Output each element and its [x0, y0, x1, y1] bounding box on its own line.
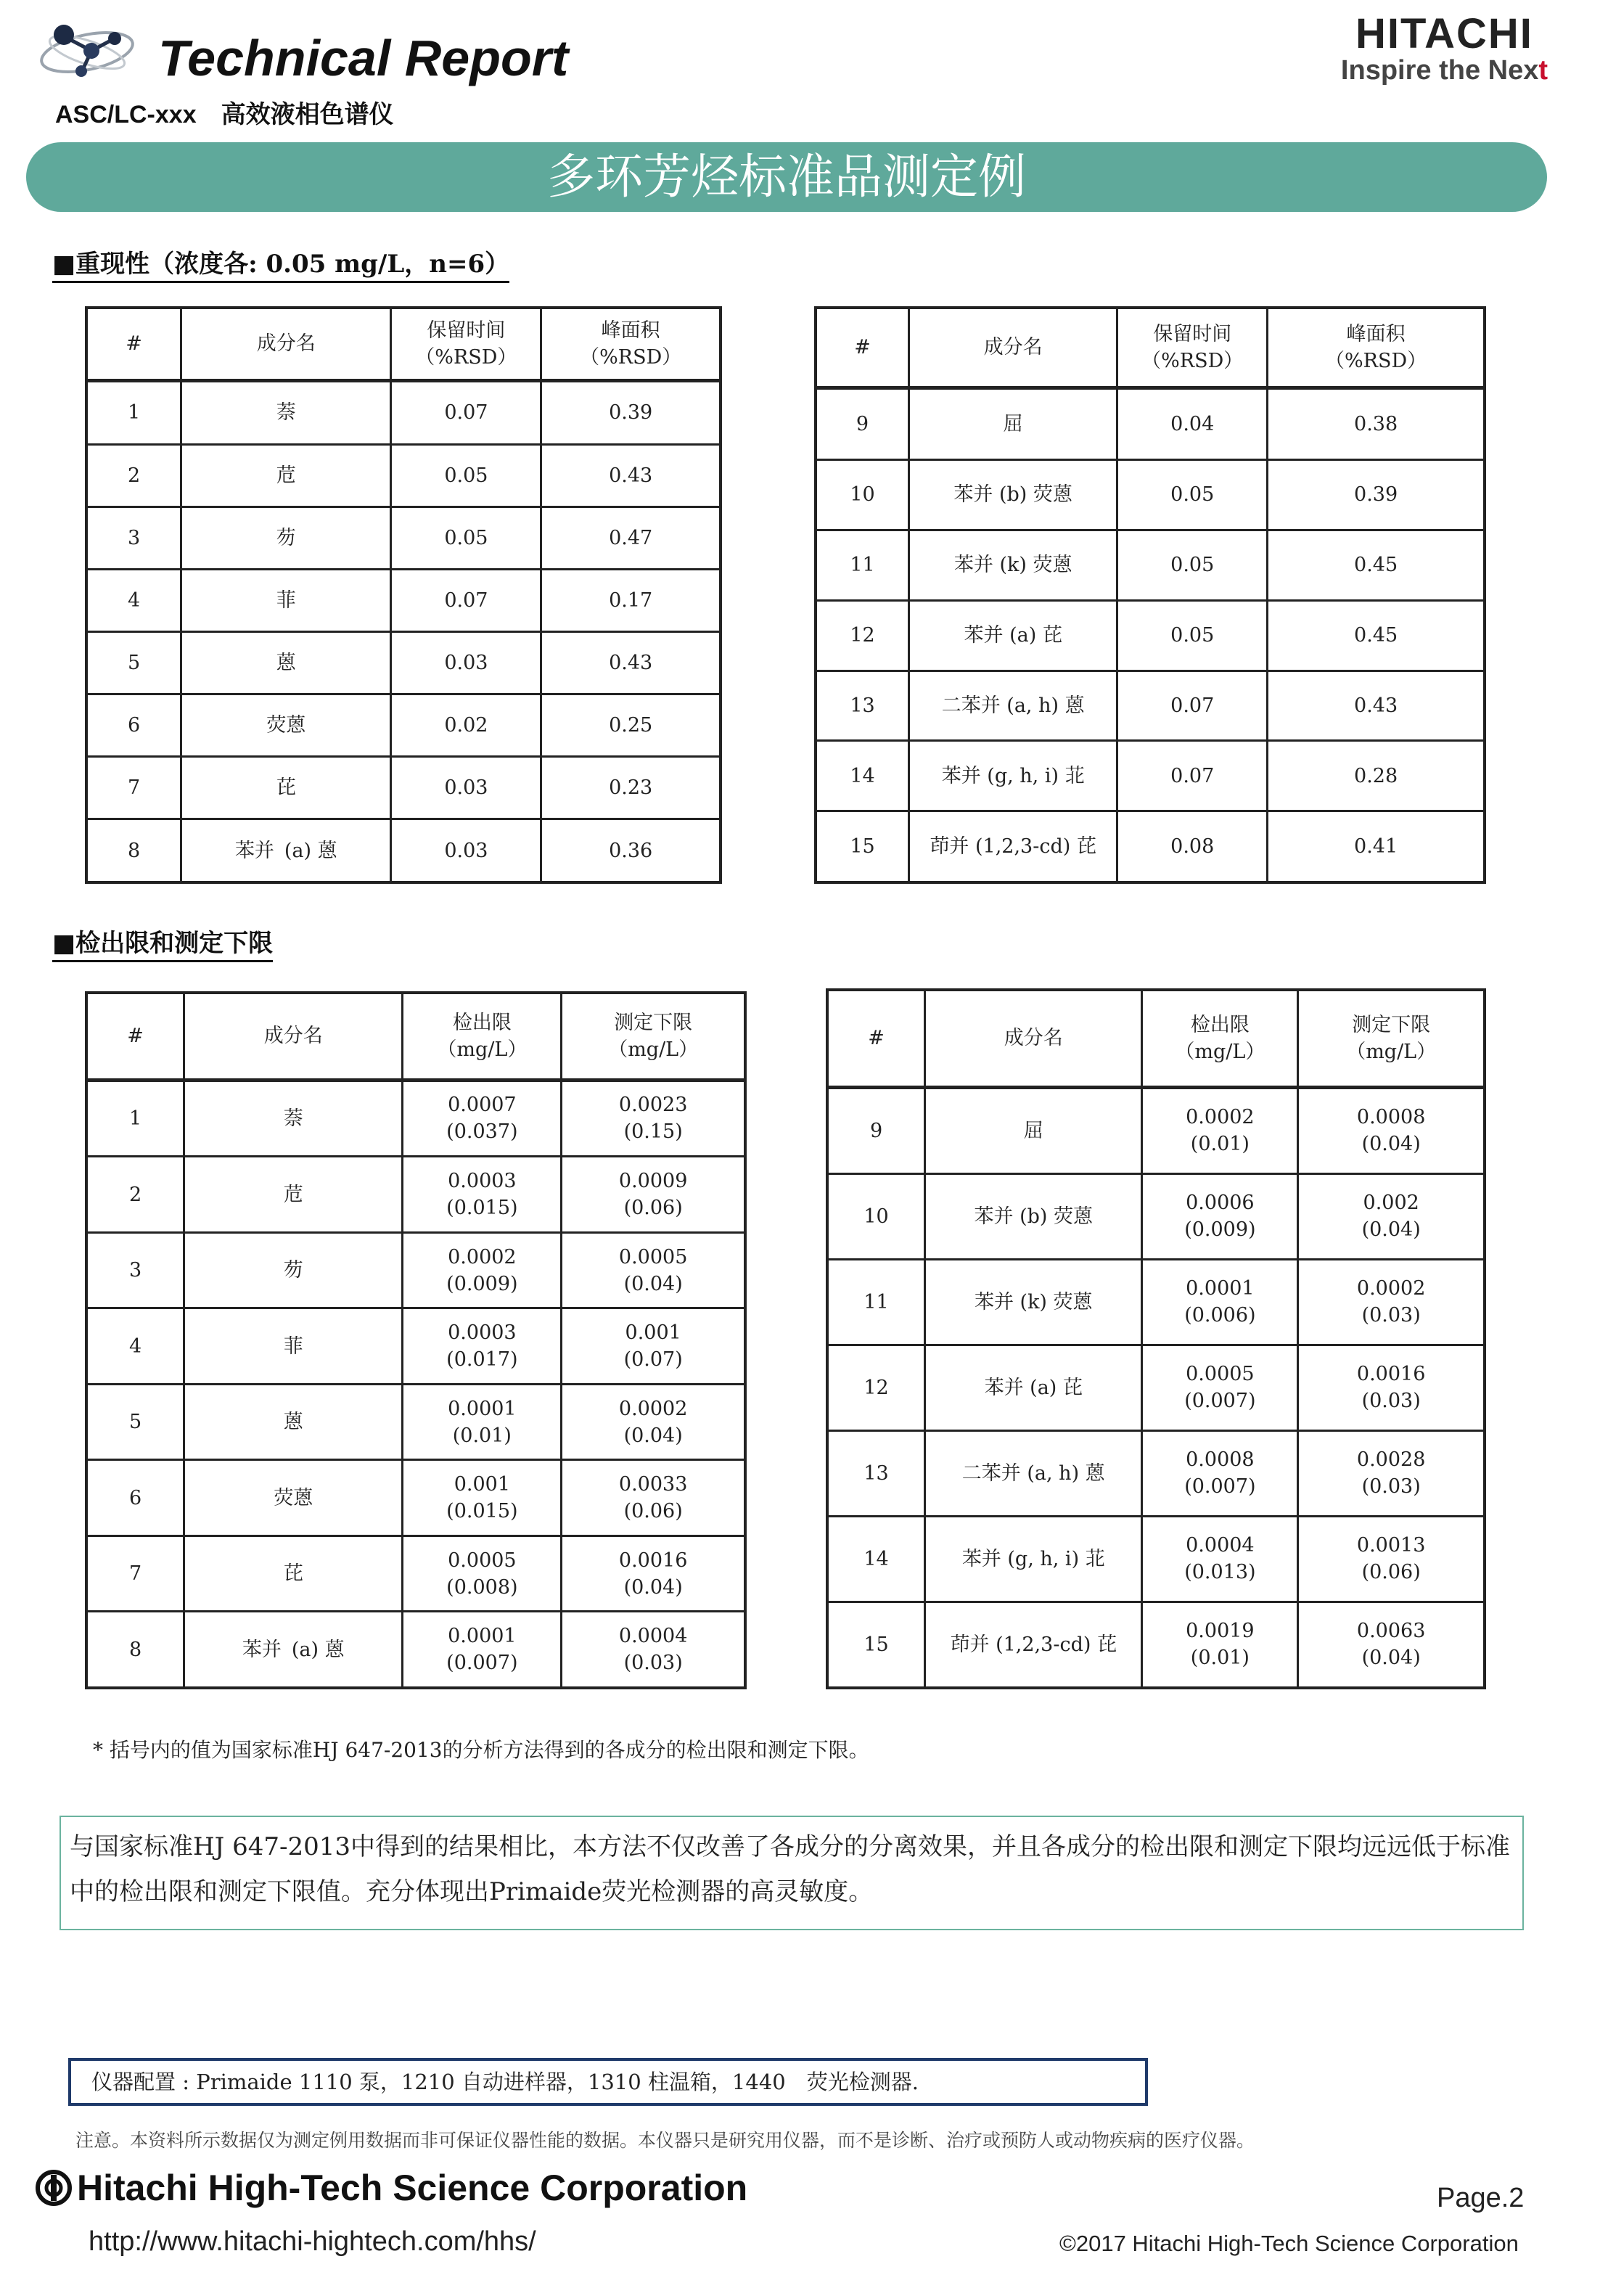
table-cell: 菲 [181, 569, 391, 631]
hitachi-tagline [1341, 55, 1548, 86]
table-cell: 0.0003 (0.017) [403, 1308, 562, 1384]
table-cell: 13 [827, 1430, 925, 1516]
table-cell: 萘 [181, 380, 391, 444]
table-row [86, 444, 721, 507]
lod-table-left [85, 991, 747, 1689]
table-row [86, 1308, 745, 1384]
table-cell: 荧蒽 [184, 1460, 403, 1536]
table-cell: 0.23 [541, 757, 721, 819]
company-name [35, 2167, 747, 2209]
table-row [827, 1173, 1485, 1259]
table-cell: 15 [827, 1602, 925, 1688]
table-cell: 8 [86, 1612, 184, 1688]
disclaimer: 注意。本资料所示数据仅为测定例用数据而非可保证仪器性能的数据。本仪器只是研究用仪器，而不是诊断、治疗或预防人或动物疾病的医疗仪器。 [75, 2130, 1255, 2151]
table-cell: 0.25 [541, 694, 721, 757]
table-cell: 蒽 [184, 1384, 403, 1459]
table-cell: 1 [86, 1080, 184, 1157]
table-cell: 0.36 [541, 819, 721, 882]
table-row [816, 600, 1485, 671]
table-row [827, 1087, 1485, 1173]
table-cell: 2 [86, 1157, 184, 1232]
table-cell: 0.03 [391, 819, 541, 882]
table-row [827, 1345, 1485, 1430]
table-cell: 5 [86, 632, 181, 694]
table-row [827, 1430, 1485, 1516]
footnote: * 括号内的值为国家标准HJ 647-2013的分析方法得到的各成分的检出限和测定下限。 [93, 1738, 869, 1762]
table-cell: 苊 [184, 1157, 403, 1232]
table-row [86, 757, 721, 819]
table-cell: 7 [86, 1536, 184, 1611]
table-cell: 0.02 [391, 694, 541, 757]
column-header: 成分名 [909, 308, 1117, 388]
table-cell: 0.002 (0.04) [1298, 1173, 1485, 1259]
table-cell: 0.45 [1268, 600, 1485, 671]
table-cell: 0.07 [391, 380, 541, 444]
table-cell: 0.03 [391, 757, 541, 819]
table-cell: 苯并 (a) 蒽 [184, 1612, 403, 1688]
table-cell: 蒽 [181, 632, 391, 694]
table-header-row [827, 990, 1485, 1087]
table-row [86, 1460, 745, 1536]
table-cell: 芴 [184, 1232, 403, 1308]
table-cell: 0.0008 (0.04) [1298, 1087, 1485, 1173]
column-header: 成分名 [925, 990, 1142, 1087]
column-header: 测定下限 （mg/L） [562, 993, 745, 1080]
table-cell: 9 [816, 388, 909, 459]
website-link[interactable]: http://www.hitachi-hightech.com/hhs/ [89, 2226, 536, 2257]
table-cell: 菲 [184, 1308, 403, 1384]
table-cell: 0.0023 (0.15) [562, 1080, 745, 1157]
table-cell: 10 [827, 1173, 925, 1259]
tagline-main: Inspire the Nex [1340, 55, 1539, 86]
table-cell: 0.0001 (0.01) [403, 1384, 562, 1459]
table-cell: 0.0002 (0.009) [403, 1232, 562, 1308]
table-row [86, 1157, 745, 1232]
table-header-row [86, 308, 721, 380]
column-header: # [827, 990, 925, 1087]
page-title-banner: 多环芳烃标准品测定例 [26, 142, 1547, 212]
table-cell: 0.0002 (0.03) [1298, 1259, 1485, 1345]
table-cell: 11 [816, 530, 909, 600]
table-cell: 10 [816, 459, 909, 530]
table-cell: 0.43 [1268, 671, 1485, 741]
table-cell: 0.39 [541, 380, 721, 444]
table-cell: 苯并 (k) 荧蒽 [909, 530, 1117, 600]
table-cell: 12 [827, 1345, 925, 1430]
table-cell: 0.0002 (0.01) [1142, 1087, 1298, 1173]
table-cell: 15 [816, 811, 909, 882]
table-cell: 茚并 (1,2,3-cd) 芘 [909, 811, 1117, 882]
table-row [86, 1536, 745, 1611]
table-cell: 0.0033 (0.06) [562, 1460, 745, 1536]
table-cell: 0.001 (0.015) [403, 1460, 562, 1536]
table-cell: 0.28 [1268, 741, 1485, 811]
column-header: 峰面积 （%RSD） [541, 308, 721, 380]
molecule-logo-icon [35, 15, 136, 83]
table-cell: 6 [86, 1460, 184, 1536]
column-header: 保留时间 （%RSD） [1117, 308, 1268, 388]
table-cell: 0.17 [541, 569, 721, 631]
table-cell: 5 [86, 1384, 184, 1459]
table-cell: 苯并 (g, h, i) 苝 [925, 1516, 1142, 1602]
column-header: # [86, 308, 181, 380]
company-label: Hitachi High-Tech Science Corporation [77, 2168, 748, 2208]
table-cell: 0.0028 (0.03) [1298, 1430, 1485, 1516]
copyright: ©2017 Hitachi High-Tech Science Corporation [1059, 2231, 1519, 2256]
table-cell: 0.0003 (0.015) [403, 1157, 562, 1232]
table-cell: 苯并 (a) 芘 [925, 1345, 1142, 1430]
table-row [816, 811, 1485, 882]
table-cell: 0.0005 (0.04) [562, 1232, 745, 1308]
table-cell: 7 [86, 757, 181, 819]
table-cell: 0.08 [1117, 811, 1268, 882]
table-row [827, 1516, 1485, 1602]
table-cell: 0.0009 (0.06) [562, 1157, 745, 1232]
column-header: 保留时间 （%RSD） [391, 308, 541, 380]
table-cell: 0.05 [391, 507, 541, 569]
table-cell: 12 [816, 600, 909, 671]
tagline-accent: t [1538, 55, 1548, 86]
table-cell: 0.04 [1117, 388, 1268, 459]
table-cell: 6 [86, 694, 181, 757]
table-cell: 0.38 [1268, 388, 1485, 459]
table-cell: 4 [86, 1308, 184, 1384]
table-cell: 14 [827, 1516, 925, 1602]
column-header: 成分名 [181, 308, 391, 380]
repro-table-left [85, 306, 722, 884]
repro-heading: ■重现性（浓度各: 0.05 mg/L，n=6） [52, 244, 509, 283]
lod-heading: ■检出限和测定下限 [52, 923, 273, 962]
table-cell: 0.0063 (0.04) [1298, 1602, 1485, 1688]
column-header: 成分名 [184, 993, 403, 1080]
table-row [86, 1384, 745, 1459]
instrument-config: 仪器配置 : Primaide 1110 泵，1210 自动进样器，1310 柱温箱，1440 荧光检测器. [68, 2058, 1148, 2106]
page-number: Page.2 [1437, 2183, 1525, 2213]
table-cell: 0.05 [1117, 459, 1268, 530]
table-cell: 荧蒽 [181, 694, 391, 757]
table-cell: 0.0008 (0.007) [1142, 1430, 1298, 1516]
table-cell: 2 [86, 444, 181, 507]
table-cell: 0.0001 (0.006) [1142, 1259, 1298, 1345]
table-cell: 0.05 [391, 444, 541, 507]
table-cell: 0.43 [541, 632, 721, 694]
column-header: 测定下限 （mg/L） [1298, 990, 1485, 1087]
table-cell: 二苯并 (a, h) 蒽 [909, 671, 1117, 741]
table-cell: 0.07 [1117, 741, 1268, 811]
table-header-row [816, 308, 1485, 388]
table-cell: 苯并 (a) 芘 [909, 600, 1117, 671]
table-cell: 0.0004 (0.03) [562, 1612, 745, 1688]
table-cell: 0.0005 (0.007) [1142, 1345, 1298, 1430]
table-cell: 0.07 [1117, 671, 1268, 741]
table-cell: 0.39 [1268, 459, 1485, 530]
table-cell: 0.03 [391, 632, 541, 694]
table-row [827, 1602, 1485, 1688]
lod-table-right [826, 988, 1486, 1689]
repro-table-right [814, 306, 1486, 884]
table-cell: 11 [827, 1259, 925, 1345]
table-cell: 13 [816, 671, 909, 741]
table-row [816, 459, 1485, 530]
table-cell: 茚并 (1,2,3-cd) 芘 [925, 1602, 1142, 1688]
table-cell: 苊 [181, 444, 391, 507]
table-row [86, 632, 721, 694]
table-cell: 芴 [181, 507, 391, 569]
table-row [816, 388, 1485, 459]
table-cell: 8 [86, 819, 181, 882]
hitachi-circle-logo-icon [35, 2169, 73, 2207]
column-header: 检出限 （mg/L） [403, 993, 562, 1080]
hitachi-logo [1340, 10, 1548, 86]
table-row [86, 819, 721, 882]
table-cell: 0.47 [541, 507, 721, 569]
table-cell: 0.05 [1117, 530, 1268, 600]
table-cell: 苯并 (b) 荧蒽 [925, 1173, 1142, 1259]
table-cell: 3 [86, 507, 181, 569]
table-cell: 3 [86, 1232, 184, 1308]
table-cell: 0.43 [541, 444, 721, 507]
table-cell: 0.0007 (0.037) [403, 1080, 562, 1157]
table-row [86, 1080, 745, 1157]
table-cell: 屈 [909, 388, 1117, 459]
table-cell: 苯并 (k) 荧蒽 [925, 1259, 1142, 1345]
table-row [86, 380, 721, 444]
table-cell: 苯并 (g, h, i) 苝 [909, 741, 1117, 811]
table-row [86, 1612, 745, 1688]
table-cell: 0.0001 (0.007) [403, 1612, 562, 1688]
column-header: 峰面积 （%RSD） [1268, 308, 1485, 388]
table-cell: 二苯并 (a, h) 蒽 [925, 1430, 1142, 1516]
table-cell: 0.0004 (0.013) [1142, 1516, 1298, 1602]
table-cell: 苯并 (a) 蒽 [181, 819, 391, 882]
table-cell: 0.0002 (0.04) [562, 1384, 745, 1459]
table-cell: 0.07 [391, 569, 541, 631]
table-header-row [86, 993, 745, 1080]
table-cell: 屈 [925, 1087, 1142, 1173]
table-row [816, 530, 1485, 600]
report-title: Technical Report [158, 30, 569, 86]
table-row [86, 694, 721, 757]
table-cell: 苯并 (b) 荧蒽 [909, 459, 1117, 530]
column-header: # [86, 993, 184, 1080]
table-cell: 14 [816, 741, 909, 811]
hitachi-brand-name: HITACHI [1355, 10, 1533, 57]
table-cell: 0.45 [1268, 530, 1485, 600]
summary-box: 与国家标准HJ 647-2013中得到的结果相比，本方法不仅改善了各成分的分离效果，并且各成分的检出限和测定下限均远远低于标准中的检出限和测定下限值。充分体现出Primaide荧光检测器的高灵敏度。 [60, 1816, 1524, 1930]
table-cell: 0.41 [1268, 811, 1485, 882]
table-row [816, 671, 1485, 741]
table-cell: 0.0006 (0.009) [1142, 1173, 1298, 1259]
table-cell: 萘 [184, 1080, 403, 1157]
table-cell: 0.001 (0.07) [562, 1308, 745, 1384]
column-header: # [816, 308, 909, 388]
table-cell: 0.0019 (0.01) [1142, 1602, 1298, 1688]
table-cell: 0.0013 (0.06) [1298, 1516, 1485, 1602]
table-row [86, 569, 721, 631]
table-cell: 芘 [181, 757, 391, 819]
table-row [816, 741, 1485, 811]
table-cell: 芘 [184, 1536, 403, 1611]
table-cell: 0.0016 (0.03) [1298, 1345, 1485, 1430]
table-cell: 0.05 [1117, 600, 1268, 671]
table-cell: 1 [86, 380, 181, 444]
table-row [86, 507, 721, 569]
table-row [827, 1259, 1485, 1345]
table-row [86, 1232, 745, 1308]
table-cell: 9 [827, 1087, 925, 1173]
table-cell: 4 [86, 569, 181, 631]
column-header: 检出限 （mg/L） [1142, 990, 1298, 1087]
table-cell: 0.0016 (0.04) [562, 1536, 745, 1611]
table-cell: 0.0005 (0.008) [403, 1536, 562, 1611]
report-subtitle: ASC/LC-xxx 高效液相色谱仪 [55, 101, 394, 128]
